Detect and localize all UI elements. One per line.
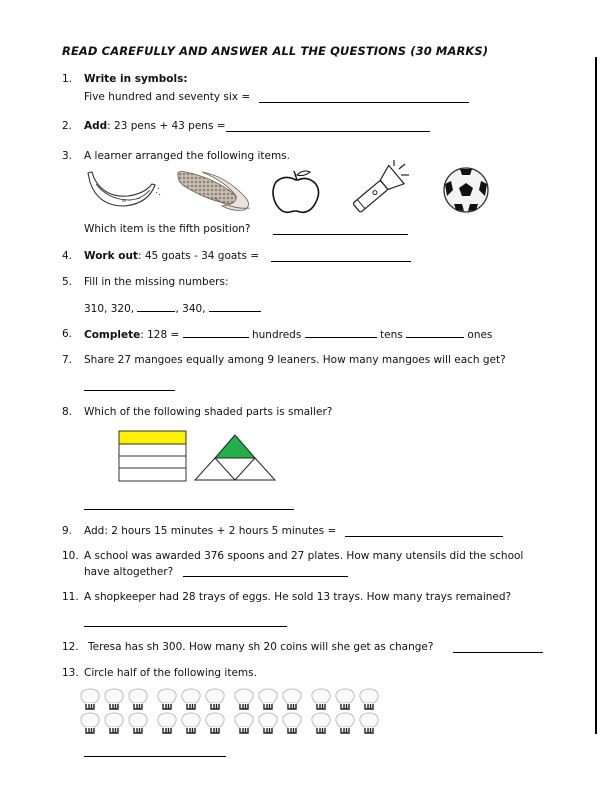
- q4-number: 4.: [62, 250, 73, 262]
- bulb-group: [309, 712, 381, 736]
- q3-number: 3.: [62, 150, 73, 162]
- q6-unit-tens: tens: [380, 329, 403, 341]
- q6-text: : 128 =: [140, 329, 180, 341]
- q12-text: Teresa has sh 300. How many sh 20 coins will she get as change?: [88, 641, 434, 653]
- light-bulb-icon: [309, 688, 333, 712]
- light-bulb-icon: [155, 712, 179, 736]
- light-bulb-icon: [280, 688, 304, 712]
- light-bulb-icon: [309, 712, 333, 736]
- light-bulb-icon: [357, 712, 381, 736]
- shaded-triangle: [194, 433, 276, 483]
- light-bulb-icon: [102, 688, 126, 712]
- q13-answer-line[interactable]: [84, 756, 226, 757]
- q8-answer-line[interactable]: [84, 509, 294, 510]
- light-bulb-icon: [357, 688, 381, 712]
- bulb-row: [78, 688, 386, 712]
- bulb-group: [155, 688, 227, 712]
- q10-text: A school was awarded 376 spoons and 27 plates. How many utensils did the school: [84, 550, 524, 562]
- q6-blank-tens[interactable]: [305, 327, 377, 338]
- q3-answer-line[interactable]: [273, 234, 408, 235]
- bulb-group: [155, 712, 227, 736]
- light-bulb-icon: [179, 712, 203, 736]
- light-bulb-icon: [102, 712, 126, 736]
- q5-blank-2[interactable]: [209, 301, 261, 312]
- q1-label: Write in symbols:: [84, 73, 188, 85]
- light-bulb-icon: [155, 688, 179, 712]
- q9-answer-line[interactable]: [345, 536, 503, 537]
- q4-prompt: [84, 249, 259, 263]
- light-bulb-icon: [232, 712, 256, 736]
- q1-answer-line[interactable]: [259, 102, 469, 103]
- q2-prompt: [84, 119, 226, 133]
- q1-text: Five hundred and seventy six =: [84, 91, 251, 103]
- light-bulb-icon: [126, 688, 150, 712]
- bulb-group: [78, 688, 150, 712]
- light-bulb-icon: [333, 712, 357, 736]
- q2-answer-line[interactable]: [226, 131, 430, 132]
- q5-text: Fill in the missing numbers:: [84, 276, 229, 288]
- q11-number: 11.: [62, 591, 79, 603]
- q4-label: Work out: [84, 250, 138, 262]
- light-bulb-icon: [232, 688, 256, 712]
- q13-number: 13.: [62, 667, 79, 679]
- q11-answer-line[interactable]: [84, 626, 287, 627]
- q6-prompt: [84, 327, 492, 342]
- q7-number: 7.: [62, 354, 73, 366]
- q12-answer-line[interactable]: [453, 652, 543, 653]
- bulb-group: [232, 712, 304, 736]
- q9-number: 9.: [62, 525, 73, 537]
- q6-blank-ones[interactable]: [406, 327, 464, 338]
- apple-icon: [270, 168, 324, 216]
- q8-text: Which of the following shaded parts is smaller?: [84, 406, 333, 418]
- maize-cob-icon: [174, 168, 256, 214]
- q6-unit-ones: ones: [467, 329, 493, 341]
- q13-text: Circle half of the following items.: [84, 667, 257, 679]
- bulb-group: [78, 712, 150, 736]
- q3-question: Which item is the fifth position?: [84, 223, 251, 235]
- q10-answer-line[interactable]: [183, 576, 348, 577]
- q4-answer-line[interactable]: [271, 261, 411, 262]
- football-icon: [442, 166, 490, 214]
- q6-number: 6.: [62, 328, 73, 340]
- q5-comma: ,: [175, 303, 179, 315]
- q6-unit-hundreds: hundreds: [252, 329, 302, 341]
- banana-icon: [82, 170, 162, 210]
- q5-number: 5.: [62, 276, 73, 288]
- light-bulb-icon: [203, 712, 227, 736]
- light-bulb-icon: [78, 688, 102, 712]
- bulb-group: [309, 688, 381, 712]
- light-bulb-icon: [333, 688, 357, 712]
- q8-number: 8.: [62, 406, 73, 418]
- light-bulb-icon: [126, 712, 150, 736]
- q10-text-line2: have altogether?: [84, 566, 174, 578]
- q4-text: : 45 goats - 34 goats =: [137, 250, 260, 262]
- margin-rule: [595, 57, 597, 734]
- light-bulb-icon: [280, 712, 304, 736]
- q5-seq-1: 310,: [84, 303, 108, 315]
- q10-number: 10.: [62, 550, 79, 562]
- q1-number: 1.: [62, 73, 73, 85]
- q12-number: 12.: [62, 641, 79, 653]
- light-bulb-icon: [179, 688, 203, 712]
- q9-text: Add: 2 hours 15 minutes + 2 hours 5 minutes =: [84, 525, 337, 537]
- q2-number: 2.: [62, 120, 73, 132]
- q7-text: Share 27 mangoes equally among 9 leaners. How many mangoes will each get?: [84, 354, 506, 366]
- q5-blank-1[interactable]: [137, 301, 175, 312]
- q7-answer-line[interactable]: [84, 390, 175, 391]
- light-bulb-icon: [78, 712, 102, 736]
- torch-icon: [344, 158, 414, 214]
- q3-text: A learner arranged the following items.: [84, 150, 290, 162]
- q6-blank-hundreds[interactable]: [183, 327, 249, 338]
- q2-label: Add: [84, 120, 108, 132]
- q5-seq-4: 340,: [182, 303, 206, 315]
- q5-sequence: [84, 301, 261, 316]
- light-bulb-icon: [256, 688, 280, 712]
- light-bulb-icon: [256, 712, 280, 736]
- q11-text: A shopkeeper had 28 trays of eggs. He sold 13 trays. How many trays remained?: [84, 591, 512, 603]
- q5-seq-2: 320,: [110, 303, 135, 315]
- bulb-group: [232, 688, 304, 712]
- shaded-rectangle: [118, 430, 188, 485]
- q1-prompt: [84, 90, 250, 104]
- page-title: READ CAREFULLY AND ANSWER ALL THE QUESTIONS (30 MARKS): [62, 44, 489, 58]
- q2-text: : 23 pens + 43 pens =: [107, 120, 226, 132]
- bulb-row: [78, 712, 386, 736]
- light-bulb-icon: [203, 688, 227, 712]
- q6-label: Complete: [84, 329, 141, 341]
